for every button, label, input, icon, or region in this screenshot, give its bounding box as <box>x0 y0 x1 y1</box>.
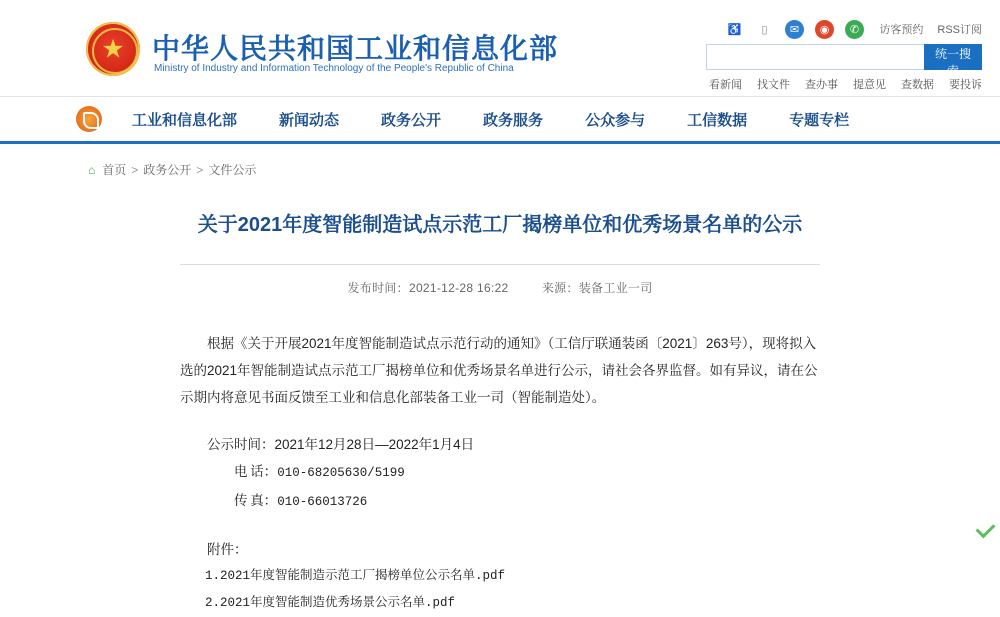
top-icon-row <box>725 20 864 39</box>
mail-icon[interactable]: ✉ <box>785 20 804 39</box>
notice-period: 公示时间：2021年12月28日—2022年1月4日 <box>207 437 475 452</box>
search-input[interactable] <box>706 44 924 70</box>
site-title-en: Ministry of Industry and Information Technology of the People's Republic of China <box>154 63 514 74</box>
rss-link[interactable]: RSS订阅 <box>937 24 982 36</box>
quick-link-data[interactable]: 查数据 <box>901 79 934 91</box>
ministry-logo-icon[interactable] <box>76 106 102 132</box>
main-nav <box>0 96 1000 144</box>
nav-item-government-affairs[interactable]: 政务公开 <box>381 111 442 129</box>
article-meta <box>180 265 820 296</box>
site-header <box>0 0 1000 96</box>
phone-label-colon: 话： <box>250 464 278 479</box>
quick-link-services[interactable]: 查办事 <box>805 79 838 91</box>
weibo-icon[interactable]: ◉ <box>815 20 834 39</box>
nav-item-industry-data[interactable]: 工信数据 <box>687 111 748 129</box>
emblem-star-icon: ★ <box>101 33 125 64</box>
phone-label: 电 <box>234 464 248 479</box>
top-links <box>879 21 982 37</box>
home-icon[interactable]: ⌂ <box>88 162 96 177</box>
fax-value: 010-66013726 <box>277 495 368 509</box>
search-button[interactable]: 统一搜索 <box>924 44 982 70</box>
mobile-icon[interactable]: ▯ <box>761 24 768 36</box>
breadcrumb-item-government-affairs[interactable]: 政务公开 <box>143 163 192 177</box>
nav-item-public-participation[interactable]: 公众参与 <box>585 111 646 129</box>
check-mark-icon <box>976 519 996 539</box>
nav-item-special-topics[interactable]: 专题专栏 <box>789 111 850 129</box>
wechat-icon[interactable]: ✆ <box>845 20 864 39</box>
breadcrumb-separator: > <box>196 162 204 177</box>
site-title-cn: 中华人民共和国工业和信息化部 <box>152 33 559 64</box>
quick-link-news[interactable]: 看新闻 <box>709 79 742 91</box>
article-paragraph-1: 根据《关于开展2021年度智能制造试点示范行动的通知》（工信厅联通装函〔2021〕263号），现将拟入选的2021年智能制造试点示范工厂揭榜单位和优秀场景名单进行公示，请社会各界监督。如有异议，请在公示期内将意见书面反馈至工业和信息化部装备工业一司（智能制造处）。 <box>180 336 818 405</box>
breadcrumb-separator: > <box>131 162 139 177</box>
attachment-title: 附件： <box>207 542 248 557</box>
nav-item-ministry[interactable]: 工业和信息化部 <box>132 111 238 129</box>
attachment-link-2[interactable]: 2.2021年度智能制造优秀场景公示名单.pdf <box>205 596 456 610</box>
phone-line <box>180 458 820 487</box>
nav-item-government-services[interactable]: 政务服务 <box>483 111 544 129</box>
search-bar <box>706 44 982 78</box>
nav-item-news[interactable]: 新闻动态 <box>279 111 340 129</box>
fax-line <box>180 487 820 516</box>
breadcrumb-item-home[interactable]: 首页 <box>102 163 127 177</box>
accessibility-icon[interactable]: ♿ <box>727 24 742 36</box>
publish-time: 发布时间：2021-12-28 16:22 <box>347 281 509 295</box>
page-title: 关于2021年度智能制造试点示范工厂揭榜单位和优秀场景名单的公示 <box>197 214 803 236</box>
quick-link-complaint[interactable]: 要投诉 <box>949 79 982 91</box>
fax-label-colon: 真： <box>250 493 278 508</box>
quick-links <box>709 76 982 92</box>
article-source: 来源：装备工业一司 <box>541 281 653 295</box>
national-emblem-icon <box>86 22 140 76</box>
attachment-link-1[interactable]: 1.2021年度智能制造示范工厂揭榜单位公示名单.pdf <box>205 569 506 583</box>
fax-label: 传 <box>234 493 248 508</box>
quick-link-documents[interactable]: 找文件 <box>757 79 790 91</box>
breadcrumb <box>0 144 1000 188</box>
breadcrumb-item-document-notice[interactable]: 文件公示 <box>208 163 257 177</box>
article <box>180 188 820 617</box>
article-body <box>180 296 820 617</box>
phone-value: 010-68205630/5199 <box>277 466 405 480</box>
visitor-booking-link[interactable]: 访客预约 <box>879 24 924 36</box>
quick-link-feedback[interactable]: 提意见 <box>853 79 886 91</box>
